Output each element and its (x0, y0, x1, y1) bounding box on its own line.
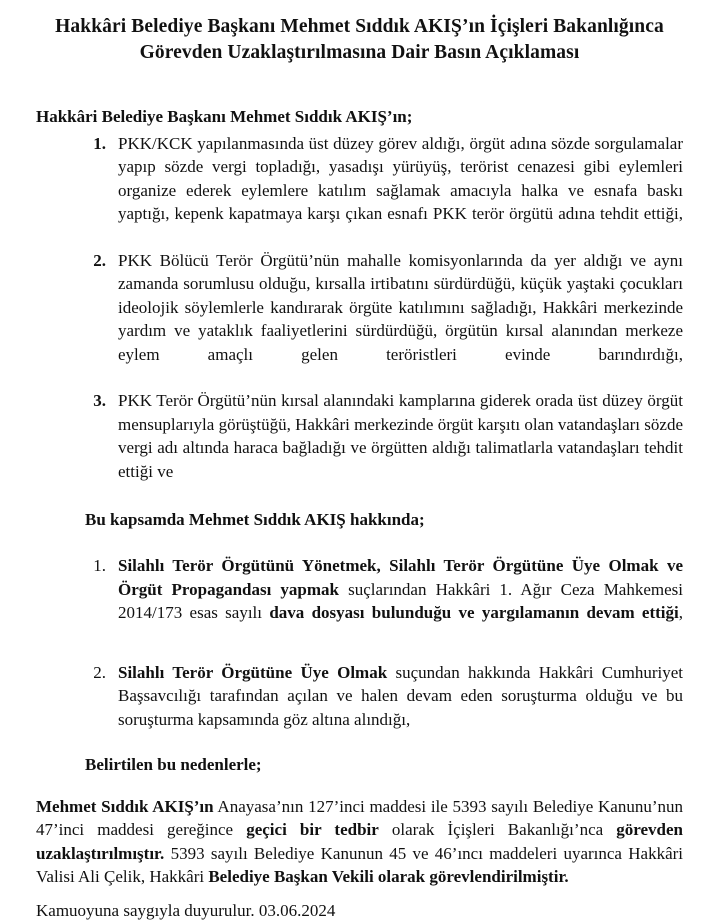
list-item-text (118, 556, 683, 645)
list-item (36, 249, 683, 389)
list-marker: 2. (93, 662, 106, 682)
page-title (36, 14, 683, 66)
scope-heading: Bu kapsamda Mehmet Sıddık AKIŞ hakkında; (85, 510, 425, 530)
list-item (36, 661, 683, 731)
list-item (36, 132, 683, 249)
plain-text: suçlarından Hakkâri 1. Ağır Ceza Mahkemesi 2014/173 esas sayılı (118, 579, 684, 622)
spacer (36, 531, 683, 550)
plain-text: Anayasa’nın 127’inci maddesi ile 5393 sayılı Belediye Kanunu’nun 47’inci maddesi gereğince (36, 796, 683, 840)
closing-line: Kamuoyuna saygıyla duyurulur. 03.06.2024 (36, 900, 336, 920)
emphasis-text: Silahlı Terör Örgütünü Yönetmek, Silahlı Terör Örgütüne Üye Olmak ve Örgüt Propagandası yapmak (118, 556, 683, 599)
spacer (36, 776, 683, 795)
list-item-text: PKK Terör Örgütü’nün kırsal alanındaki kamplarına giderek orada üst düzey örgüt mensuplarıyla görüştüğü, Hakkâri merkezinde örgüt karşıtı olan vatandaşları sözde vergi adı altında haraca bağladığı ve örgütten aldığı talimatlarla vatandaşları tehdit ettiği ve (118, 391, 683, 481)
plain-text: , (678, 602, 683, 622)
emphasis-text: Mehmet Sıddık AKIŞ’ın (36, 796, 214, 816)
plain-text: olarak İçişleri Bakanlığı’nca (378, 820, 617, 840)
list-marker: 2. (93, 251, 106, 271)
list-item-text (118, 663, 683, 729)
emphasis-text: Silahlı Terör Örgütüne Üye Olmak (118, 662, 388, 682)
page-title-line-1: Hakkâri Belediye Başkanı Mehmet Sıddık AKIŞ’ın İçişleri Bakanlığınca (55, 16, 664, 37)
list-item-text: PKK/KCK yapılanmasında üst düzey görev aldığı, örgüt adına sözde sorgulamalar yapıp sözde vergi topladığı, yasadışı yürüyüş, terörist cenazesi gibi eylemleri organize ederek eylemlere katılım sağlamak amacıyla halka ve esnafa baskı yaptığı, kepenk kapatmaya karşı çıkan esnafı PKK terör örgütü adına tehdit ettiği, (118, 134, 683, 224)
reasons-heading: Belirtilen bu nedenlerle; (85, 754, 262, 774)
list-marker: 1. (93, 134, 106, 153)
decision-paragraph (36, 795, 683, 889)
spacer (36, 483, 683, 509)
proceedings-list (36, 554, 683, 731)
plain-text: suçundan hakkında Hakkâri Cumhuriyet Başsavcılığı tarafından açılan ve halen devam eden soruşturma olduğu ve bu soruşturma kapsamında göz altına alındığı, (118, 662, 683, 729)
emphasis-text: görevden uzaklaştırılmıştır. (36, 820, 684, 863)
list-item (36, 389, 683, 483)
spacer (36, 744, 683, 754)
list-item (36, 554, 683, 648)
list-item-text: PKK Bölücü Terör Örgütü’nün mahalle komisyonlarında da yer aldığı ve aynı zamanda sorumlusu olduğu, kırsalla irtibatını sürdürdüğü, küçük yaştaki çocukları ideolojik söylemlerle kandırarak örgüte katılımını sağladığı, Hakkâri merkezinde yardım ve yataklık faaliyetlerini sürdürdüğü, örgütün kırsal alanından merkeze eylem amaçlı gelen teröristleri evinde barındırdığı, (118, 251, 683, 364)
spacer (36, 889, 683, 899)
page-title-line-2: Görevden Uzaklaştırılmasına Dair Basın Açıklaması (139, 42, 580, 63)
allegations-list (36, 132, 683, 483)
emphasis-text: dava dosyası bulunduğu ve yargılamanın devam ettiği (269, 602, 679, 622)
emphasis-text: geçici bir tedbir (246, 820, 379, 840)
list-marker: 1. (93, 556, 106, 576)
spacer (36, 66, 683, 76)
list-marker: 3. (93, 391, 106, 411)
plain-text: 5393 sayılı Belediye Kanunun 45 ve 46’ıncı maddeleri uyarınca Hakkâri Valisi Ali Çelik, Hakkâri (36, 843, 683, 887)
section-heading-subject: Hakkâri Belediye Başkanı Mehmet Sıddık AKIŞ’ın; (36, 107, 413, 126)
emphasis-text: Belediye Başkan Vekili olarak görevlendirilmiştir. (208, 867, 569, 887)
